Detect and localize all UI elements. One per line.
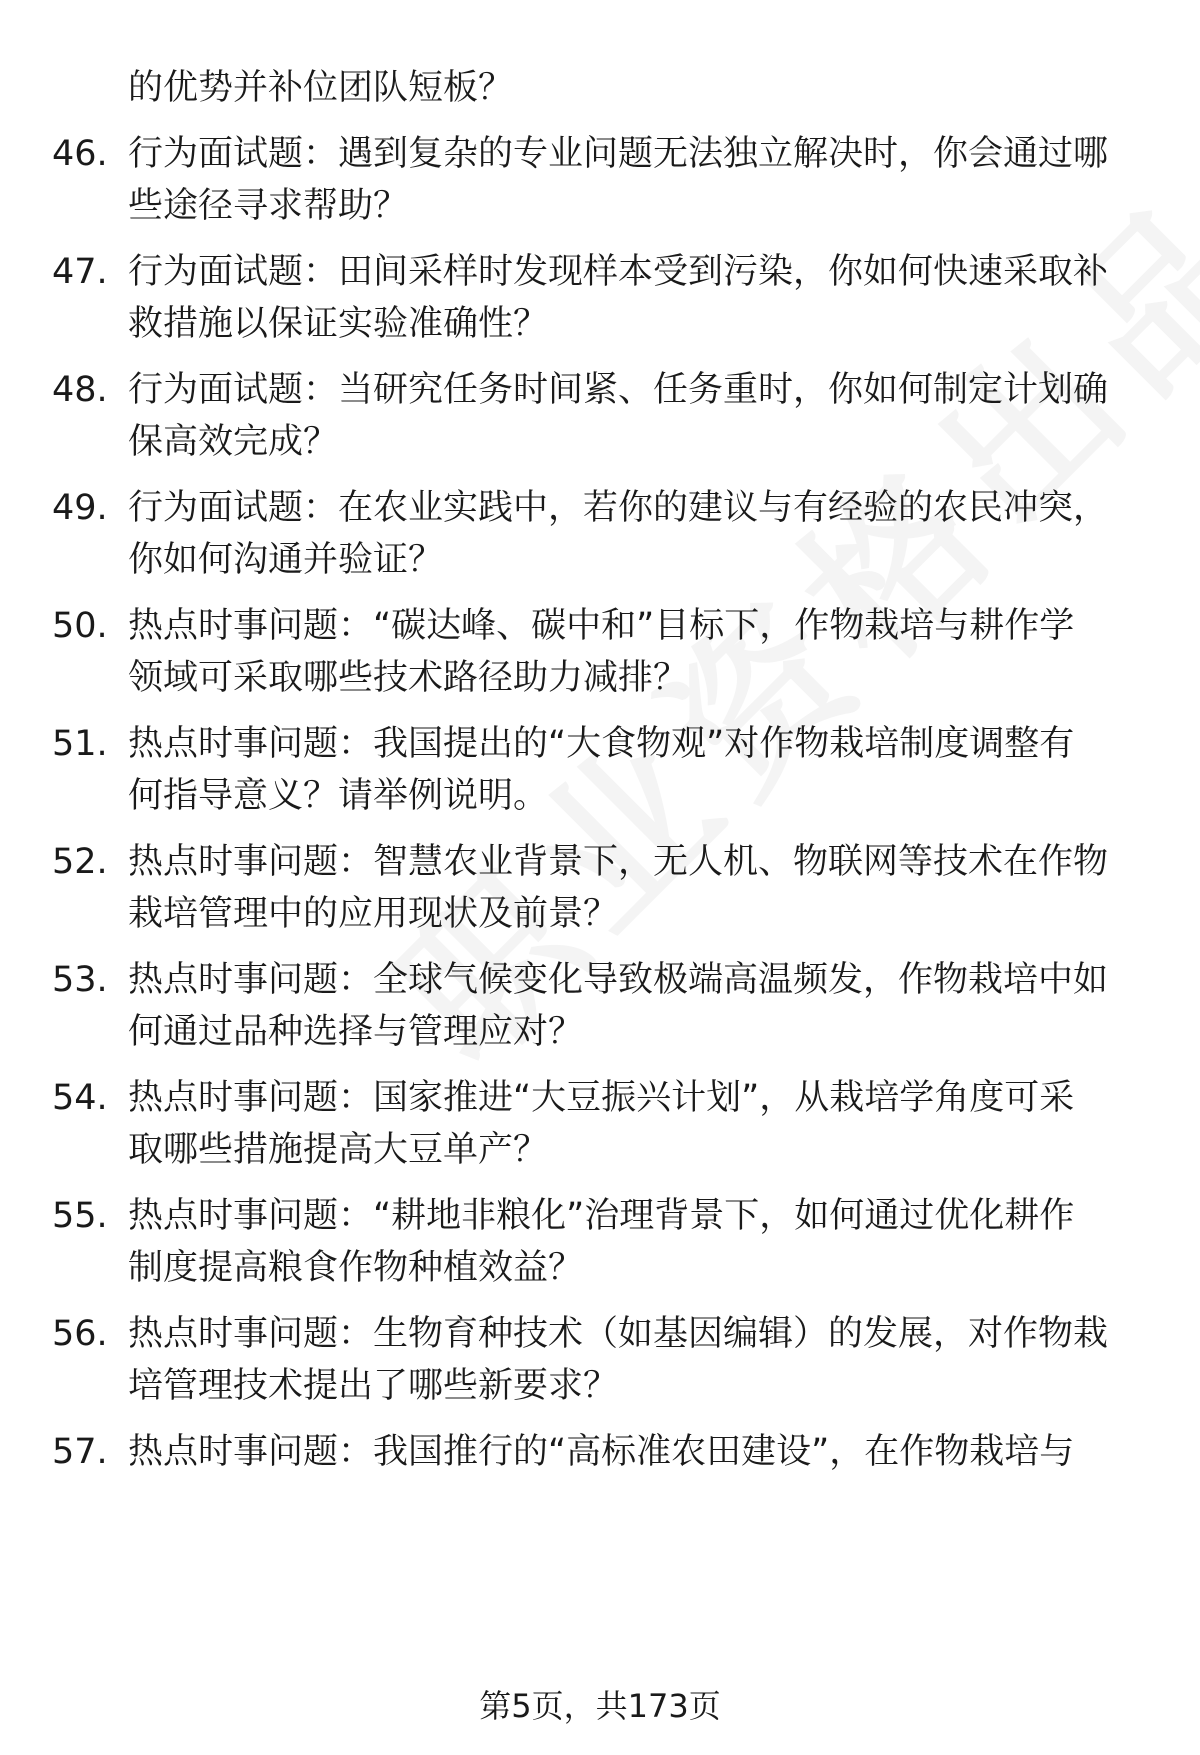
- question-line: 栽培管理中的应用现状及前景？: [128, 894, 619, 934]
- question-line: 些途径寻求帮助？: [128, 186, 409, 226]
- question-text: [128, 836, 1148, 940]
- question-line: 何指导意义？请举例说明。: [128, 776, 549, 816]
- question-line: 热点时事问题：“耕地非粮化”治理背景下，如何通过优化耕作: [128, 1196, 1075, 1236]
- question-line: 行为面试题：在农业实践中，若你的建议与有经验的农民冲突，: [128, 488, 1109, 528]
- question-number: 47.: [52, 252, 108, 292]
- question-line: 热点时事问题：生物育种技术（如基因编辑）的发展，对作物栽: [128, 1314, 1109, 1354]
- question-text: [128, 718, 1148, 822]
- continuation-line: 的优势并补位团队短板？: [128, 68, 514, 108]
- question-line: 培管理技术提出了哪些新要求？: [128, 1366, 619, 1406]
- question-number: 48.: [52, 370, 108, 410]
- question-number: 52.: [52, 842, 108, 882]
- question-line: 热点时事问题：我国推行的“高标准农田建设”，在作物栽培与: [128, 1432, 1075, 1472]
- question-line: 制度提高粮食作物种植效益？: [128, 1248, 584, 1288]
- question-number: 53.: [52, 960, 108, 1000]
- question-line: 取哪些措施提高大豆单产？: [128, 1130, 549, 1170]
- question-text: [128, 954, 1148, 1058]
- question-text: [128, 128, 1148, 232]
- question-line: 何通过品种选择与管理应对？: [128, 1012, 584, 1052]
- question-text: [128, 600, 1148, 704]
- question-line: 热点时事问题：我国提出的“大食物观”对作物栽培制度调整有: [128, 724, 1075, 764]
- question-line: 保高效完成？: [128, 422, 339, 462]
- question-line: 救措施以保证实验准确性？: [128, 304, 549, 344]
- question-line: 领域可采取哪些技术路径助力减排？: [128, 658, 689, 698]
- question-text: [128, 1072, 1148, 1176]
- question-number: 51.: [52, 724, 108, 764]
- question-text: [128, 482, 1148, 586]
- question-number: 49.: [52, 488, 108, 528]
- question-line: 你如何沟通并验证？: [128, 540, 444, 580]
- question-number: 46.: [52, 134, 108, 174]
- question-text: [128, 1308, 1148, 1412]
- question-line: 热点时事问题：国家推进“大豆振兴计划”，从栽培学角度可采: [128, 1078, 1075, 1118]
- question-number: 56.: [52, 1314, 108, 1354]
- question-line: 热点时事问题：智慧农业背景下，无人机、物联网等技术在作物: [128, 842, 1109, 882]
- question-line: 行为面试题：遇到复杂的专业问题无法独立解决时，你会通过哪: [128, 134, 1109, 174]
- question-number: 57.: [52, 1432, 108, 1472]
- question-text: [128, 246, 1148, 350]
- question-line: 热点时事问题：“碳达峰、碳中和”目标下，作物栽培与耕作学: [128, 606, 1075, 646]
- question-number: 55.: [52, 1196, 108, 1236]
- question-number: 54.: [52, 1078, 108, 1118]
- question-line: 行为面试题：当研究任务时间紧、任务重时，你如何制定计划确: [128, 370, 1109, 410]
- question-text: [128, 1190, 1148, 1294]
- question-text: [128, 364, 1148, 468]
- question-number: 50.: [52, 606, 108, 646]
- page-footer: 第5页，共173页: [479, 1687, 721, 1725]
- question-text: [128, 1426, 1148, 1478]
- question-line: 热点时事问题：全球气候变化导致极端高温频发，作物栽培中如: [128, 960, 1109, 1000]
- question-line: 行为面试题：田间采样时发现样本受到污染，你如何快速采取补: [128, 252, 1109, 292]
